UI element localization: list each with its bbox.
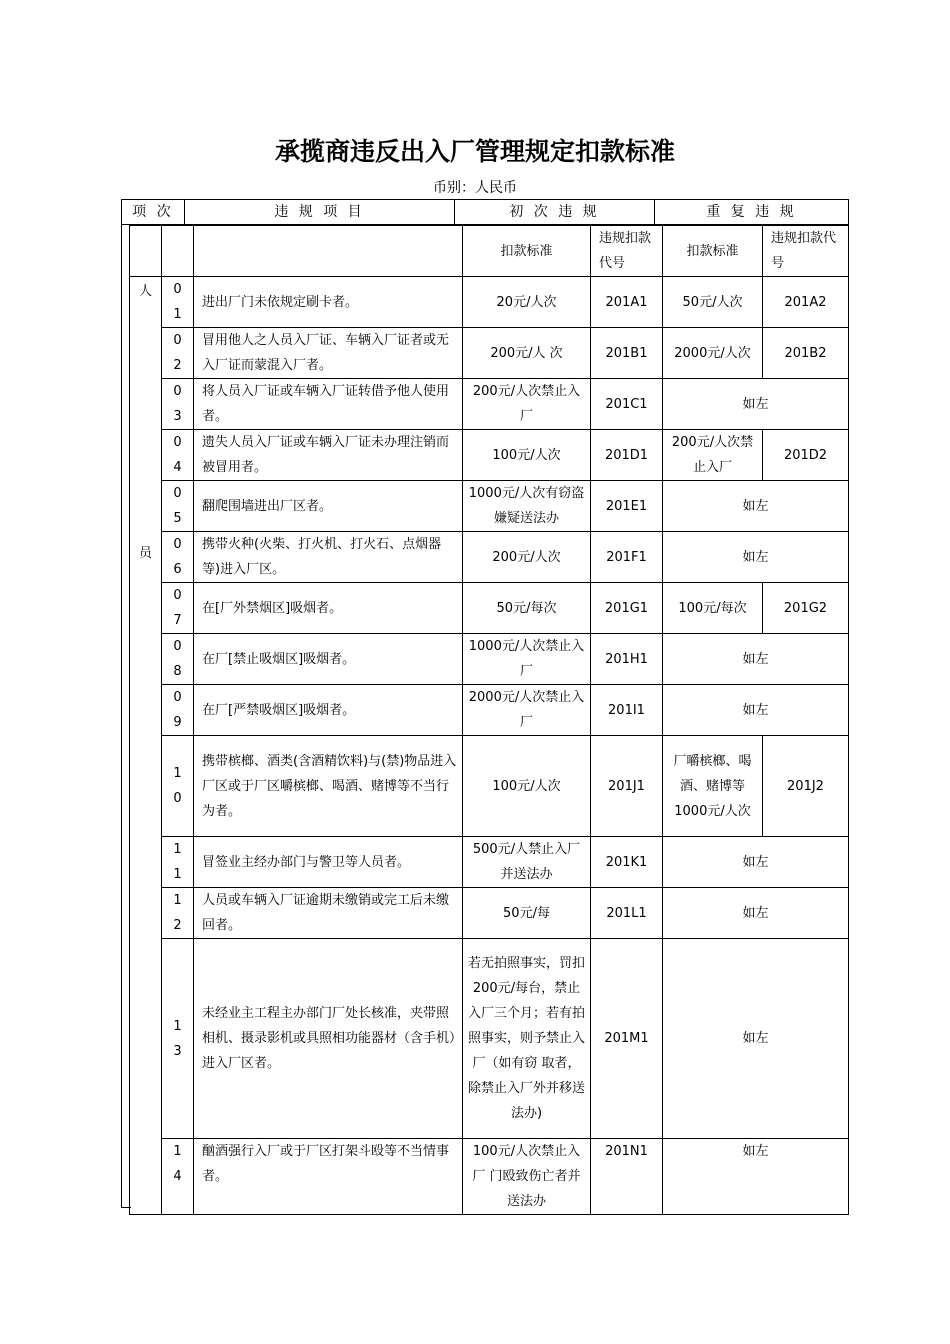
table-row	[130, 888, 849, 939]
fine-first: 200元/人 次	[463, 328, 591, 379]
subheader-fine-repeat: 扣款标准	[663, 226, 763, 277]
violation-description: 在厂[禁止吸烟区]吸烟者。	[194, 634, 463, 685]
row-number: 10	[162, 736, 194, 837]
number-header	[162, 226, 194, 277]
fine-first: 100元/人次禁止入厂 门殴致伤亡者并送法办	[463, 1139, 591, 1215]
table-row	[130, 277, 849, 328]
violation-description: 冒用他人之人员入厂证、车辆入厂证者或无入厂证而蒙混入厂者。	[194, 328, 463, 379]
repeat-same-as-left: 如左	[663, 532, 849, 583]
category-header	[130, 226, 162, 277]
violation-description: 人员或车辆入厂证逾期未缴销或完工后未缴回者。	[194, 888, 463, 939]
code-first: 201J1	[591, 736, 663, 837]
header-item: 项 次	[122, 200, 185, 225]
code-repeat: 201D2	[763, 430, 849, 481]
description-header	[194, 226, 463, 277]
fine-first: 2000元/人次禁止入厂	[463, 685, 591, 736]
fine-first: 若无拍照事实，罚扣200元/每台，禁止入厂三个月；若有拍照事实，则予禁止入厂（如有窃 取者，除禁止入厂外并移送法办)	[463, 939, 591, 1139]
subheader-row	[130, 226, 849, 277]
violation-description: 酗酒强行入厂或于厂区打架斗殴等不当情事者。	[194, 1139, 463, 1215]
category-char-1: 人	[138, 284, 152, 299]
row-number: 08	[162, 634, 194, 685]
subheader-code-first: 违规扣款代号	[591, 226, 663, 277]
row-number: 01	[162, 277, 194, 328]
table-header	[121, 199, 849, 225]
repeat-same-as-left: 如左	[663, 939, 849, 1139]
fine-first: 50元/每次	[463, 583, 591, 634]
fine-repeat: 200元/人次禁止入厂	[663, 430, 763, 481]
fine-first: 500元/人禁止入厂并送法办	[463, 837, 591, 888]
table-left-border	[121, 225, 122, 1207]
header-repeat-violation: 重 复 违 规	[655, 200, 849, 225]
row-number: 13	[162, 939, 194, 1139]
table-row	[130, 634, 849, 685]
table-row	[130, 685, 849, 736]
header-violation: 违 规 项 目	[185, 200, 455, 225]
code-first: 201H1	[591, 634, 663, 685]
fine-first: 200元/人次	[463, 532, 591, 583]
subheader-fine-first: 扣款标准	[463, 226, 591, 277]
repeat-same-as-left: 如左	[663, 379, 849, 430]
violation-description: 将人员入厂证或车辆入厂证转借予他人使用者。	[194, 379, 463, 430]
rules-table	[129, 225, 849, 1215]
code-first: 201B1	[591, 328, 663, 379]
row-number: 09	[162, 685, 194, 736]
violation-description: 携带槟榔、酒类(含酒精饮料)与(禁)物品进入厂区或于厂区嚼槟榔、喝酒、赌博等不当行为者。	[194, 736, 463, 837]
code-first: 201M1	[591, 939, 663, 1139]
fine-first: 1000元/人次禁止入厂	[463, 634, 591, 685]
violation-description: 翻爬围墙进出厂区者。	[194, 481, 463, 532]
repeat-same-as-left: 如左	[663, 685, 849, 736]
table-row	[130, 1139, 849, 1215]
fine-repeat: 100元/每次	[663, 583, 763, 634]
table-row	[130, 481, 849, 532]
code-first: 201G1	[591, 583, 663, 634]
code-first: 201L1	[591, 888, 663, 939]
code-first: 201K1	[591, 837, 663, 888]
violation-description: 进出厂门未依规定刷卡者。	[194, 277, 463, 328]
fine-first: 20元/人次	[463, 277, 591, 328]
table-row	[130, 430, 849, 481]
violation-description: 在[厂外禁烟区]吸烟者。	[194, 583, 463, 634]
table-row	[130, 736, 849, 837]
repeat-same-as-left: 如左	[663, 888, 849, 939]
currency-label: 币别：人民币	[433, 180, 517, 196]
fine-first: 50元/每	[463, 888, 591, 939]
code-repeat: 201B2	[763, 328, 849, 379]
code-first: 201D1	[591, 430, 663, 481]
table-row	[130, 583, 849, 634]
repeat-same-as-left: 如左	[663, 1139, 849, 1215]
table-row	[130, 379, 849, 430]
table-row	[130, 328, 849, 379]
fine-first: 100元/人次	[463, 736, 591, 837]
violation-description: 携带火种(火柴、打火机、打火石、点烟器等)进入厂区。	[194, 532, 463, 583]
code-first: 201N1	[591, 1139, 663, 1215]
code-first: 201C1	[591, 379, 663, 430]
fine-repeat: 50元/人次	[663, 277, 763, 328]
code-repeat: 201G2	[763, 583, 849, 634]
code-repeat: 201J2	[763, 736, 849, 837]
repeat-same-as-left: 如左	[663, 634, 849, 685]
code-first: 201I1	[591, 685, 663, 736]
category-cell	[130, 277, 162, 1215]
fine-first: 100元/人次	[463, 430, 591, 481]
row-number: 04	[162, 430, 194, 481]
category-spacer	[130, 304, 161, 541]
page-title: 承揽商违反出入厂管理规定扣款标准	[274, 137, 675, 166]
subheader-code-repeat: 违规扣款代号	[763, 226, 849, 277]
code-repeat: 201A2	[763, 277, 849, 328]
code-first: 201F1	[591, 532, 663, 583]
table-row	[130, 837, 849, 888]
fine-first: 1000元/人次有窃盗嫌疑送法办	[463, 481, 591, 532]
repeat-same-as-left: 如左	[663, 481, 849, 532]
row-number: 03	[162, 379, 194, 430]
violation-description: 未经业主工程主办部门厂处长核准，夹带照相机、摄录影机或具照相功能器材（含手机）进入厂区者。	[194, 939, 463, 1139]
table-row	[130, 532, 849, 583]
row-number: 07	[162, 583, 194, 634]
code-first: 201A1	[591, 277, 663, 328]
row-number: 02	[162, 328, 194, 379]
row-number: 14	[162, 1139, 194, 1215]
code-first: 201E1	[591, 481, 663, 532]
table-row	[130, 939, 849, 1139]
fine-first: 200元/人次禁止入厂	[463, 379, 591, 430]
row-number: 05	[162, 481, 194, 532]
row-number: 11	[162, 837, 194, 888]
fine-repeat: 厂嚼槟榔、喝酒、赌博等1000元/人次	[663, 736, 763, 837]
category-char-2: 员	[138, 546, 152, 561]
violation-description: 在厂[严禁吸烟区]吸烟者。	[194, 685, 463, 736]
row-number: 12	[162, 888, 194, 939]
header-first-violation: 初 次 违 规	[455, 200, 655, 225]
repeat-same-as-left: 如左	[663, 837, 849, 888]
violation-description: 冒签业主经办部门与警卫等人员者。	[194, 837, 463, 888]
row-number: 06	[162, 532, 194, 583]
fine-repeat: 2000元/人次	[663, 328, 763, 379]
violation-description: 遗失人员入厂证或车辆入厂证未办理注销而被冒用者。	[194, 430, 463, 481]
